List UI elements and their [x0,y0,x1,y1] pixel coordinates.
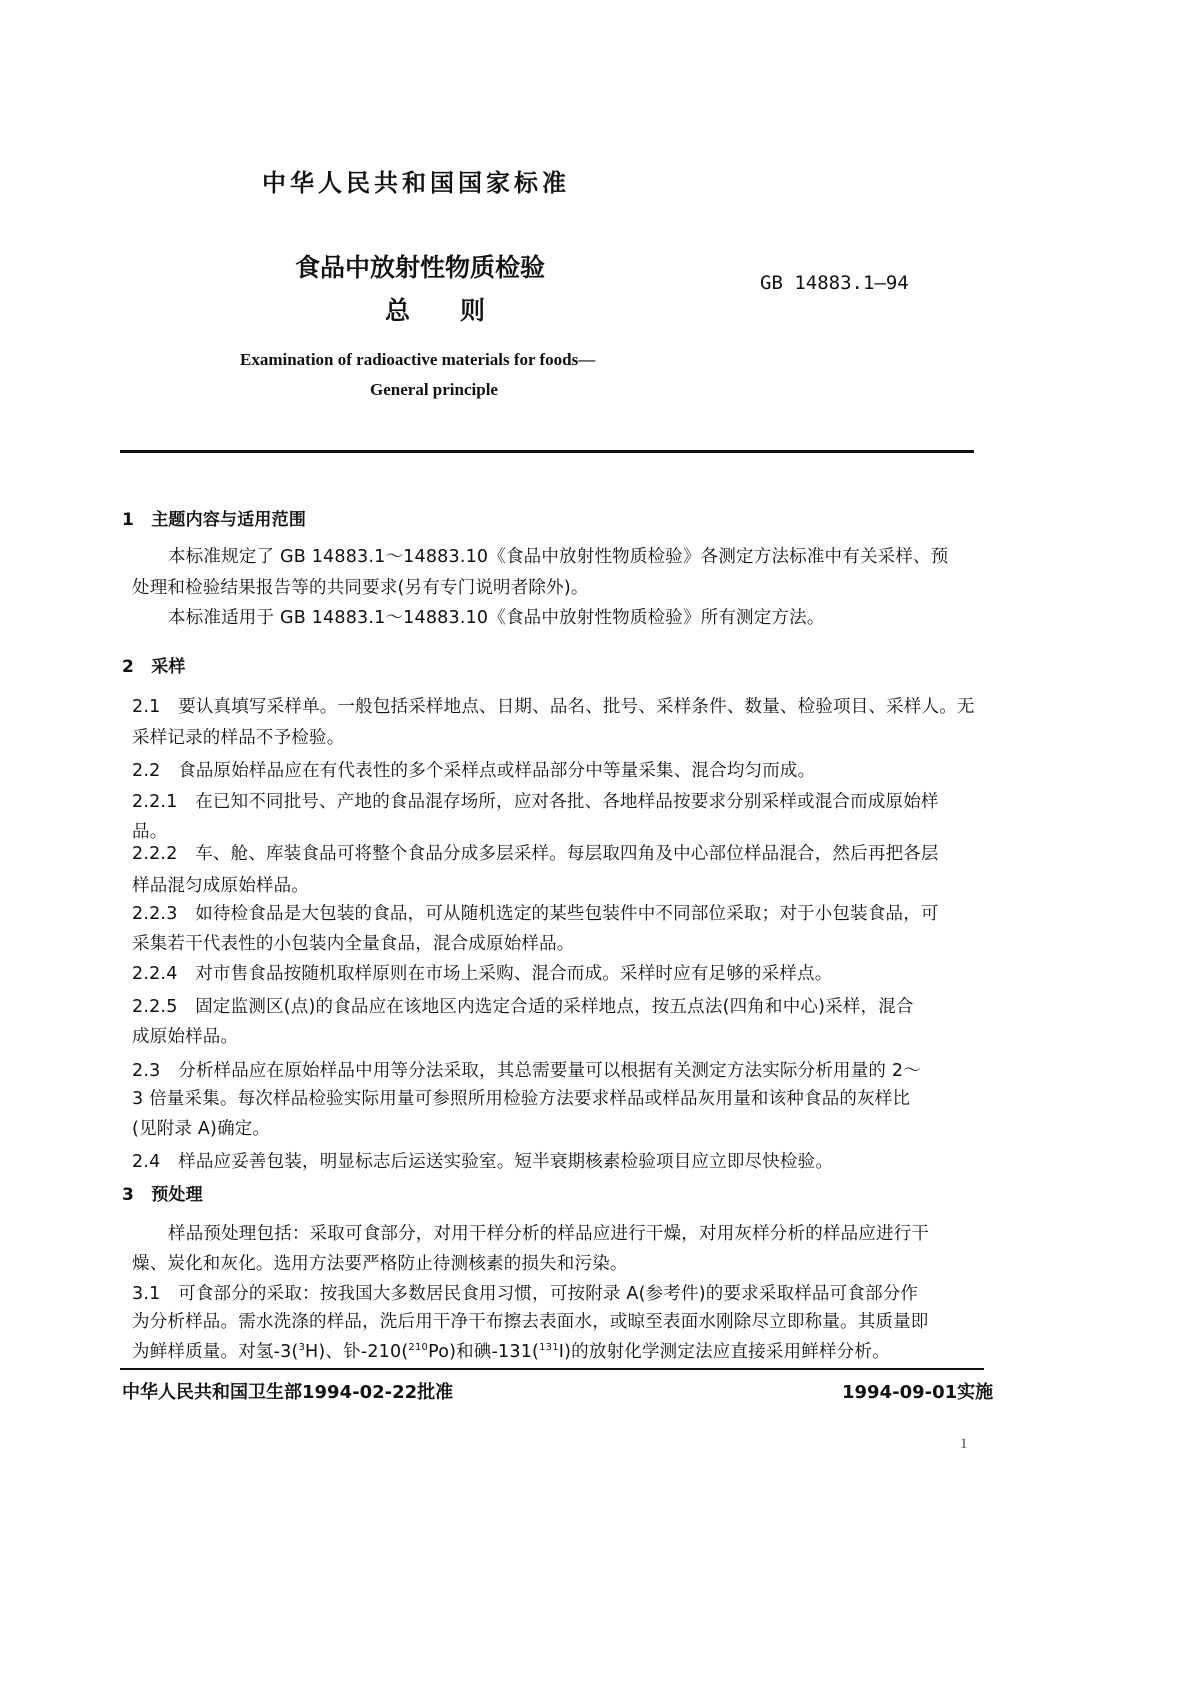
text: H)、钋-210( [305,1342,409,1362]
paragraph-line [132,1338,982,1363]
section-3-heading: 3 预处理 [122,1185,203,1205]
document-title-cn: 食品中放射性物质检验 [295,253,546,282]
paragraph-line: (见附录 A)确定。 [132,1119,271,1139]
paragraph-line: 处理和检验结果报告等的共同要求(另有专门说明者除外)。 [132,578,589,598]
paragraph-line: 为分析样品。需水洗涤的样品，洗后用干净干布擦去表面水，或晾至表面水刚除尽立即称量。其质量即 [132,1312,929,1332]
paragraph-line: 2.3 分析样品应在原始样品中用等分法采取，其总需要量可以根据有关测定方法实际分析用量的 2～ [132,1061,921,1081]
paragraph-line: 2.2.4 对市售食品按随机取样原则在市场上采购、混合而成。采样时应有足够的采样点。 [132,964,833,984]
paragraph-line: 采集若干代表性的小包装内全量食品，混合成原始样品。 [132,934,575,954]
paragraph-line: 本标准规定了 GB 14883.1～14883.10《食品中放射性物质检验》各测定方法标准中有关采样、预 [168,547,949,567]
text: I)的放射化学测定法应直接采用鲜样分析。 [558,1342,890,1362]
isotope-superscript: 210 [408,1342,429,1354]
national-standard-heading: 中华人民共和国国家标准 [262,169,570,197]
paragraph-line: 2.2.5 固定监测区(点)的食品应在该地区内选定合适的采样地点，按五点法(四角和中心)采样，混合 [132,997,914,1017]
paragraph-line: 燥、炭化和灰化。选用方法要严格防止待测核素的损失和污染。 [132,1254,628,1274]
text: Po)和碘-131( [428,1342,540,1362]
page-number: 1 [960,1436,968,1452]
document-title-en: Examination of radioactive materials for foods— [240,350,596,369]
section-1-heading: 1 主题内容与适用范围 [122,510,307,530]
paragraph-line: 3.1 可食部分的采取：按我国大多数居民食用习惯，可按附录 A(参考件)的要求采取样品可食部分作 [132,1284,919,1304]
footer-divider [120,1368,984,1370]
paragraph-line: 成原始样品。 [132,1027,239,1047]
paragraph-line: 样品预处理包括：采取可食部分，对用干样分析的样品应进行干燥，对用灰样分析的样品应进行干 [168,1224,930,1244]
paragraph-line: 本标准适用于 GB 14883.1～14883.10《食品中放射性物质检验》所有测定方法。 [168,608,825,628]
isotope-superscript: 3 [298,1342,306,1354]
section-2-heading: 2 采样 [122,657,186,677]
paragraph-line: 2.2.2 车、舱、库装食品可将整个食品分成多层采样。每层取四角及中心部位样品混合，然后再把各层 [132,844,939,864]
paragraph-line: 2.2 食品原始样品应在有代表性的多个采样点或样品部分中等量采集、混合均匀而成。 [132,761,816,781]
document-subtitle-en: General principle [370,380,498,399]
paragraph-line: 品。 [132,822,168,842]
paragraph-line: 样品混匀成原始样品。 [132,876,309,896]
header-divider [120,450,974,453]
approval-note: 中华人民共和国卫生部1994-02-22批准 [122,1382,454,1403]
paragraph-line: 2.2.3 如待检食品是大包装的食品，可从随机选定的某些包装件中不同部位采取；对于小包装食品，可 [132,904,939,924]
paragraph-line: 2.4 样品应妥善包装，明显标志后运送实验室。短半衰期核素检验项目应立即尽快检验。 [132,1152,834,1172]
paragraph-line: 3 倍量采集。每次样品检验实际用量可参照所用检验方法要求样品或样品灰用量和该种食品的灰样比 [132,1089,911,1109]
standard-code: GB 14883.1—94 [760,272,909,294]
paragraph-line: 采样记录的样品不予检验。 [132,728,345,748]
paragraph-line: 2.1 要认真填写采样单。一般包括采样地点、日期、品名、批号、采样条件、数量、检验项目、采样人。无 [132,697,975,717]
isotope-superscript: 131 [539,1342,559,1354]
document-subtitle-cn: 总 则 [385,296,486,325]
text: 为鲜样质量。对氢-3( [132,1342,299,1362]
paragraph-line: 2.2.1 在已知不同批号、产地的食品混存场所，应对各批、各地样品按要求分别采样或混合而成原始样 [132,792,939,812]
effective-date: 1994-09-01实施 [842,1382,994,1403]
